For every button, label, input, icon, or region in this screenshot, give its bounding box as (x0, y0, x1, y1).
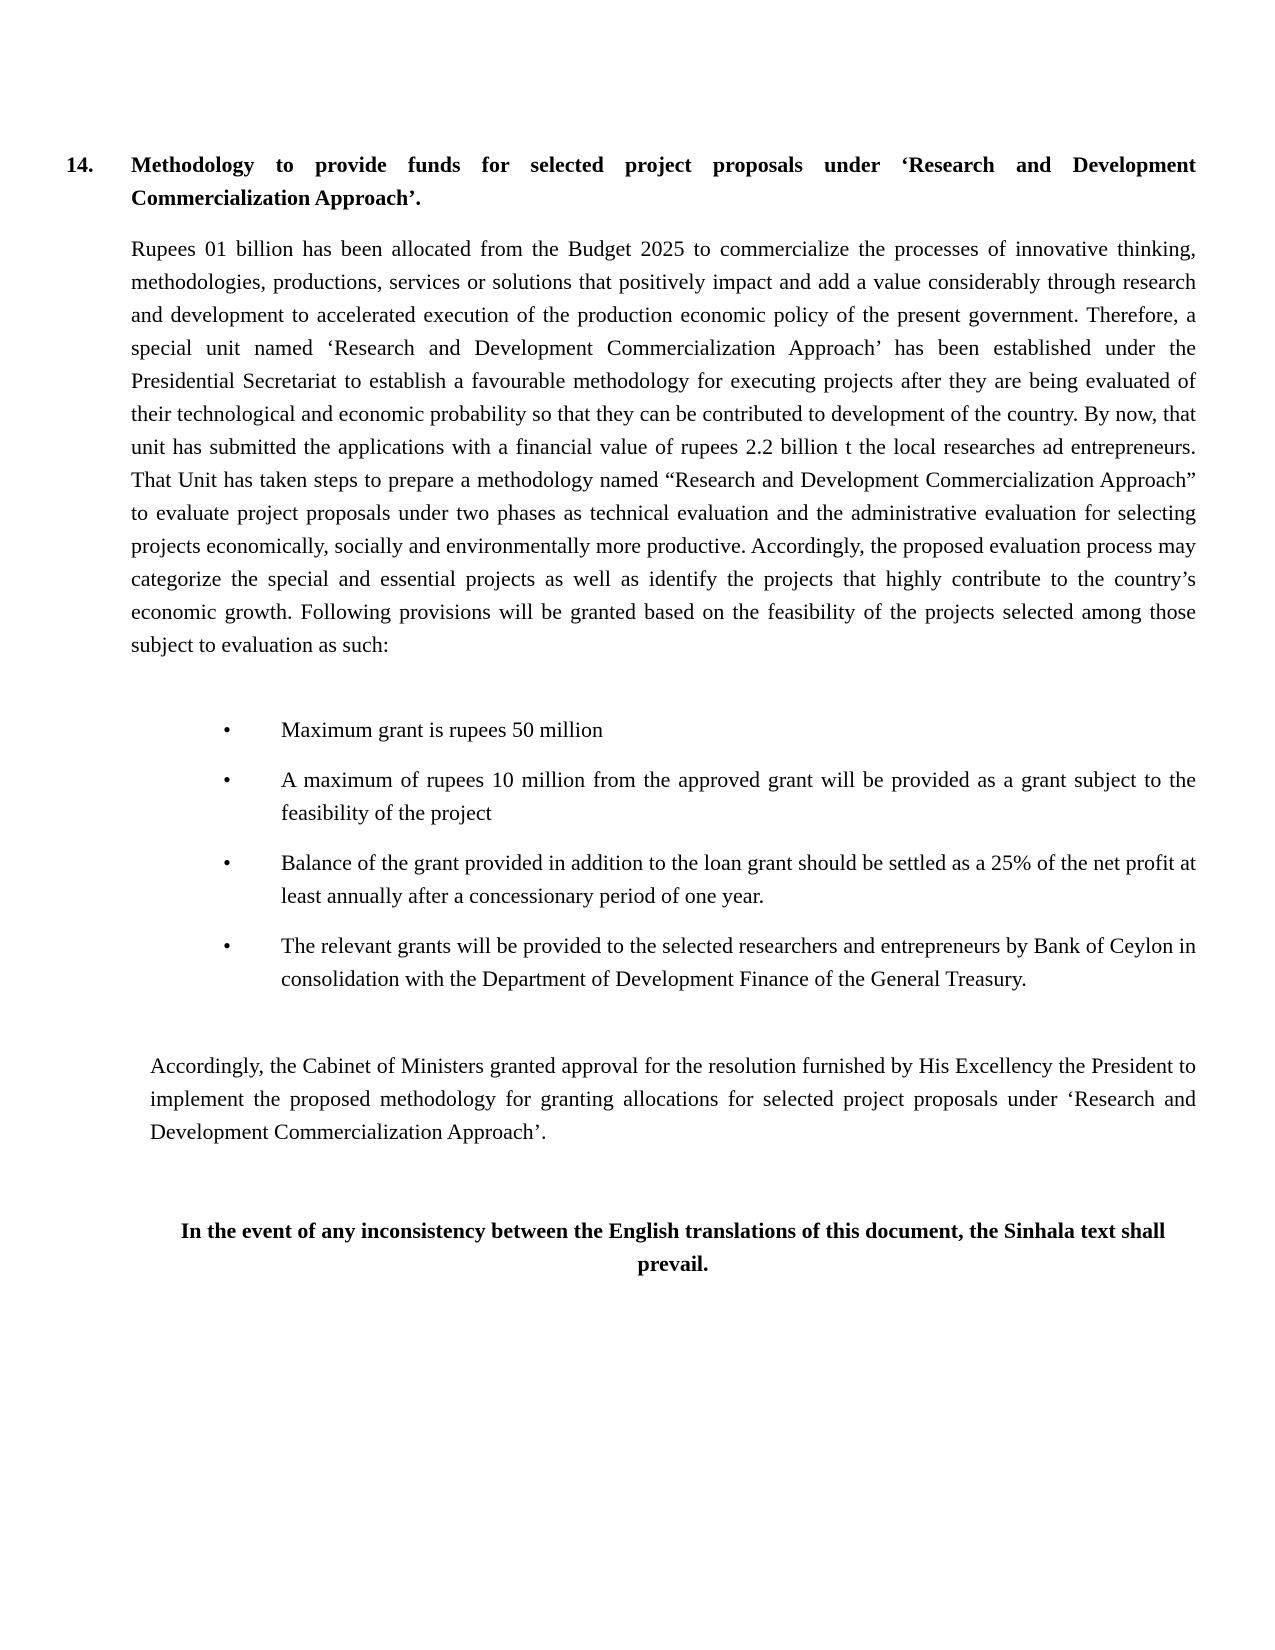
provisions-list (131, 713, 1196, 1012)
list-item-text: A maximum of rupees 10 million from the approved grant will be provided as a grant subject to the feasibility of the project (281, 767, 1196, 825)
closing-paragraph: Accordingly, the Cabinet of Ministers granted approval for the resolution furnished by His Excellency the President to implement the proposed methodology for granting allocations for selected project proposals under ‘Research and Development Commercialization Approach’. (150, 1053, 1196, 1144)
bullet-icon: • (223, 717, 231, 742)
list-item-text: Maximum grant is rupees 50 million (281, 717, 604, 742)
list-item-text: The relevant grants will be provided to the selected researchers and entrepreneurs by Bank of Ceylon in consolidation with the Department of Development Finance of the General Treasury. (281, 933, 1196, 991)
item-heading: Methodology to provide funds for selected project proposals under ‘Research and Development Commercialization Approach’. (131, 152, 1196, 210)
item-number: 14. (66, 152, 94, 177)
list-item (131, 713, 1196, 746)
translation-notice: In the event of any inconsistency between the English translations of this document, the Sinhala text shall prevail. (180, 1218, 1166, 1276)
list-item (131, 846, 1196, 912)
list-item (131, 763, 1196, 829)
list-item (131, 929, 1196, 995)
bullet-icon: • (223, 933, 231, 958)
bullet-icon: • (223, 850, 231, 875)
bullet-icon: • (223, 767, 231, 792)
list-item-text: Balance of the grant provided in addition to the loan grant should be settled as a 25% of the net profit at least annually after a concessionary period of one year. (281, 850, 1196, 908)
body-paragraph: Rupees 01 billion has been allocated from the Budget 2025 to commercialize the processes of innovative thinking, methodologies, productions, services or solutions that positively impact and add a value considerably through research and development to accelerated execution of the production economic policy of the present government. Therefore, a special unit named ‘Research and Development Commercialization Approach’ has been established under the Presidential Secretariat to establish a favourable methodology for executing projects after they are being evaluated of their technological and economic probability so that they can be contributed to development of the country. By now, that unit has submitted the applications with a financial value of rupees 2.2 billion t the local researches ad entrepreneurs. That Unit has taken steps to prepare a methodology named “Research and Development Commercialization Approach” to evaluate project proposals under two phases as technical evaluation and the administrative evaluation for selecting projects economically, socially and environmentally more productive. Accordingly, the proposed evaluation process may categorize the special and essential projects as well as identify the projects that highly contribute to the country’s economic growth. Following provisions will be granted based on the feasibility of the projects selected among those subject to evaluation as such: (131, 236, 1196, 657)
